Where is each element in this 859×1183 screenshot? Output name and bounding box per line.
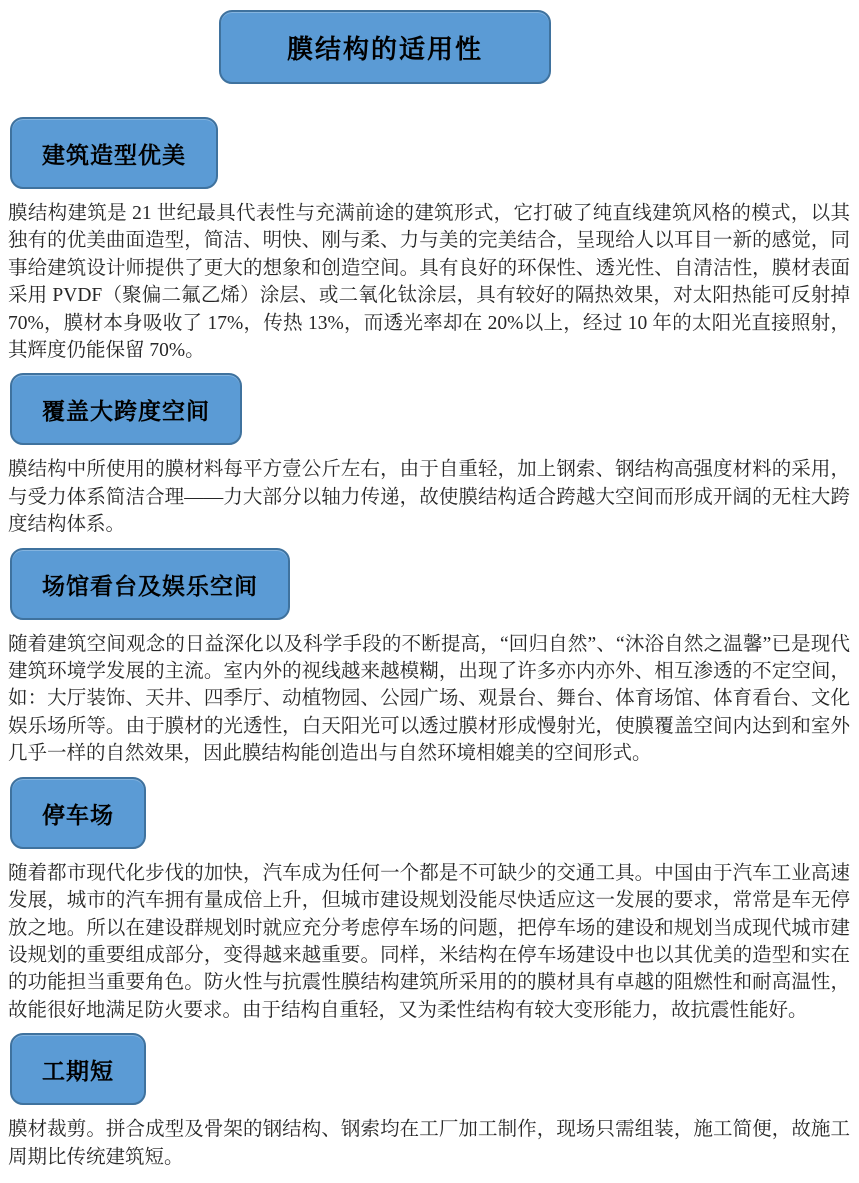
section-stadium-entertainment xyxy=(0,543,859,768)
section-heading-box: 工期短 xyxy=(10,1033,146,1105)
section-parking-lot xyxy=(0,772,859,1024)
section-paragraph: 膜结构建筑是 21 世纪最具代表性与充满前途的建筑形式，它打破了纯直线建筑风格的模式，以其独有的优美曲面造型，简洁、明快、刚与柔、力与美的完美结合，呈现给人以耳目一新的感觉，同事给建筑设计师提供了更大的想象和创造空间。具有良好的环保性、透光性、自清洁性，膜材表面采用 PVDF（聚偏二氟乙烯）涂层、或二氧化钛涂层，具有较好的隔热效果，对太阳热能可反射掉 70%，膜材本身吸收了 17%，传热 13%，而透光率却在 20%以上，经过 10 年的太阳光直接照射，其辉度仍能保留 70%。 xyxy=(8,203,850,362)
section-heading-box: 覆盖大跨度空间 xyxy=(10,373,242,445)
section-short-construction-period xyxy=(0,1028,859,1171)
section-paragraph: 随着都市现代化步伐的加快，汽车成为任何一个都是不可缺少的交通工具。中国由于汽车工业高速发展，城市的汽车拥有量成倍上升，但城市建设规划没能尽快适应这一发展的要求，常常是车无停放之地。所以在建设群规划时就应充分考虑停车场的问题，把停车场的建设和规划当成现代城市建设规划的重要组成部分，变得越来越重要。同样，米结构在停车场建设中也以其优美的造型和实在的功能担当重要角色。防火性与抗震性膜结构建筑所采用的的膜材具有卓越的阻燃性和耐高温性，故能很好地满足防火要求。由于结构自重轻，又为柔性结构有较大变形能力，故抗震性能好。 xyxy=(8,862,850,1021)
document-title-box: 膜结构的适用性 xyxy=(219,10,551,84)
section-paragraph: 膜材裁剪。拼合成型及骨架的钢结构、钢索均在工厂加工制作，现场只需组装，施工简便，故施工周期比传统建筑短。 xyxy=(8,1119,850,1168)
section-heading-box: 场馆看台及娱乐空间 xyxy=(10,548,290,620)
section-paragraph: 膜结构中所使用的膜材料每平方壹公斤左右，由于自重轻，加上钢索、钢结构高强度材料的采用，与受力体系简洁合理——力大部分以轴力传递，故使膜结构适合跨越大空间而形成开阔的无柱大跨度结构体系。 xyxy=(8,459,850,536)
section-large-span-space xyxy=(0,368,859,538)
section-paragraph: 随着建筑空间观念的日益深化以及科学手段的不断提高，“回归自然”、“沐浴自然之温馨”已是现代建筑环境学发展的主流。室内外的视线越来越模糊，出现了许多亦内亦外、相互渗透的不定空间，如：大厅装饰、天井、四季厅、动植物园、公园广场、观景台、舞台、体育场馆、体育看台、文化娱乐场所等。由于膜材的光透性，白天阳光可以透过膜材形成慢射光，使膜覆盖空间内达到和室外几乎一样的自然效果，因此膜结构能创造出与自然环境相媲美的空间形式。 xyxy=(8,633,850,765)
section-architectural-beauty xyxy=(0,112,859,364)
section-heading-box: 建筑造型优美 xyxy=(10,117,218,189)
section-heading-box: 停车场 xyxy=(10,777,146,849)
